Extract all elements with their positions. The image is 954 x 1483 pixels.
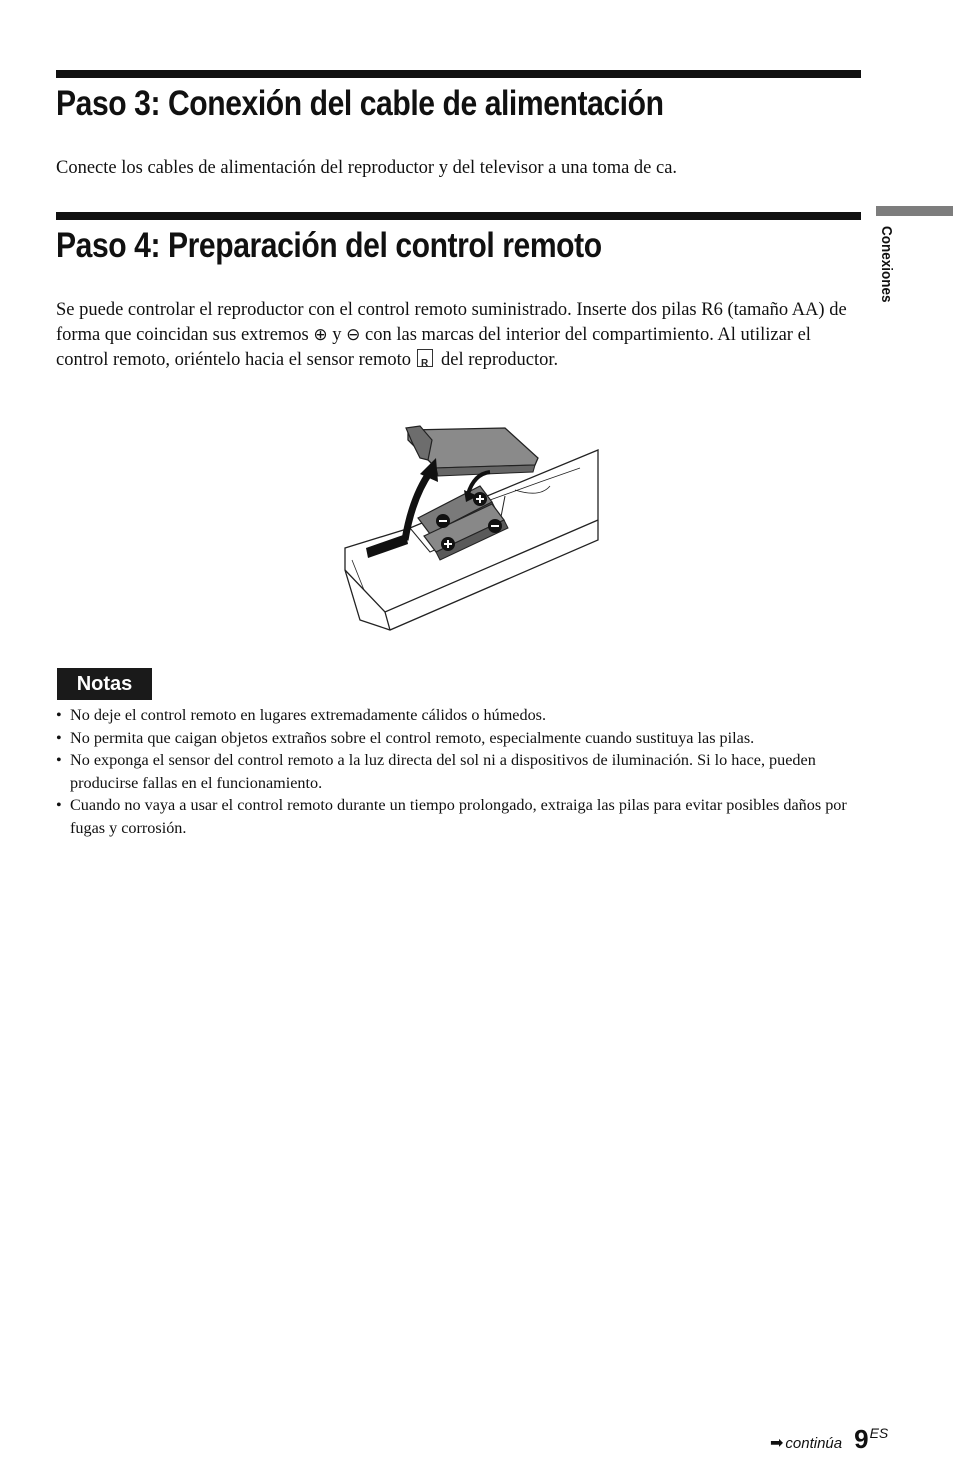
remote-battery-illustration — [340, 420, 602, 635]
section-rule-step3 — [56, 70, 861, 78]
section-rule-step4 — [56, 212, 861, 220]
step4-body-part3: del reproductor. — [440, 350, 559, 370]
step4-body-part1: Se puede controlar el reproductor con el control remoto suministrado. Inserte dos pilas R6 (tamaño AA) de forma que coincidan sus extremos — [56, 300, 847, 345]
side-tab-label: Conexiones — [878, 226, 895, 303]
minus-terminal-icon: ⊖ — [346, 325, 361, 345]
page-number-suffix: ES — [869, 1425, 889, 1441]
side-tab-bar — [876, 206, 953, 216]
step4-heading: Paso 4: Preparación del control remoto — [56, 226, 602, 265]
step4-body — [56, 298, 856, 373]
step4-body-part2: con las marcas del interior del compartimiento. Al utilizar el control remoto, oriéntelo hacia el sensor remoto — [56, 325, 811, 370]
note-item: • No permita que caigan objetos extraños sobre el control remoto, especialmente cuando sustituya las pilas. — [56, 727, 866, 750]
polarity-plus-icon-2 — [441, 537, 455, 551]
step3-heading: Paso 3: Conexión del cable de alimentación — [56, 84, 664, 123]
continues-label: continúa — [785, 1435, 843, 1452]
continue-arrow-icon: ➡ — [770, 1433, 784, 1452]
note-item: • No deje el control remoto en lugares extremadamente cálidos o húmedos. — [56, 704, 866, 727]
remote-sensor-icon — [417, 349, 433, 367]
polarity-minus-icon-2 — [488, 519, 502, 533]
note-item: • Cuando no vaya a usar el control remoto durante un tiempo prolongado, extraiga las pilas para evitar posibles daños por fugas y corrosión. — [56, 794, 866, 839]
step4-body-conj: y — [332, 325, 342, 345]
polarity-plus-icon-1 — [473, 492, 487, 506]
plus-terminal-icon: ⊕ — [313, 325, 328, 345]
page-number: 9 — [854, 1424, 869, 1454]
notes-badge: Notas — [57, 668, 152, 700]
page-footer — [770, 1424, 888, 1455]
note-item: • No exponga el sensor del control remoto a la luz directa del sol ni a dispositivos de iluminación. Si lo hace, pueden producirse fallas en el funcionamiento. — [56, 749, 866, 794]
step3-body: Conecte los cables de alimentación del reproductor y del televisor a una toma de ca. — [56, 158, 678, 178]
notes-list — [56, 704, 866, 839]
polarity-minus-icon-1 — [436, 514, 450, 528]
